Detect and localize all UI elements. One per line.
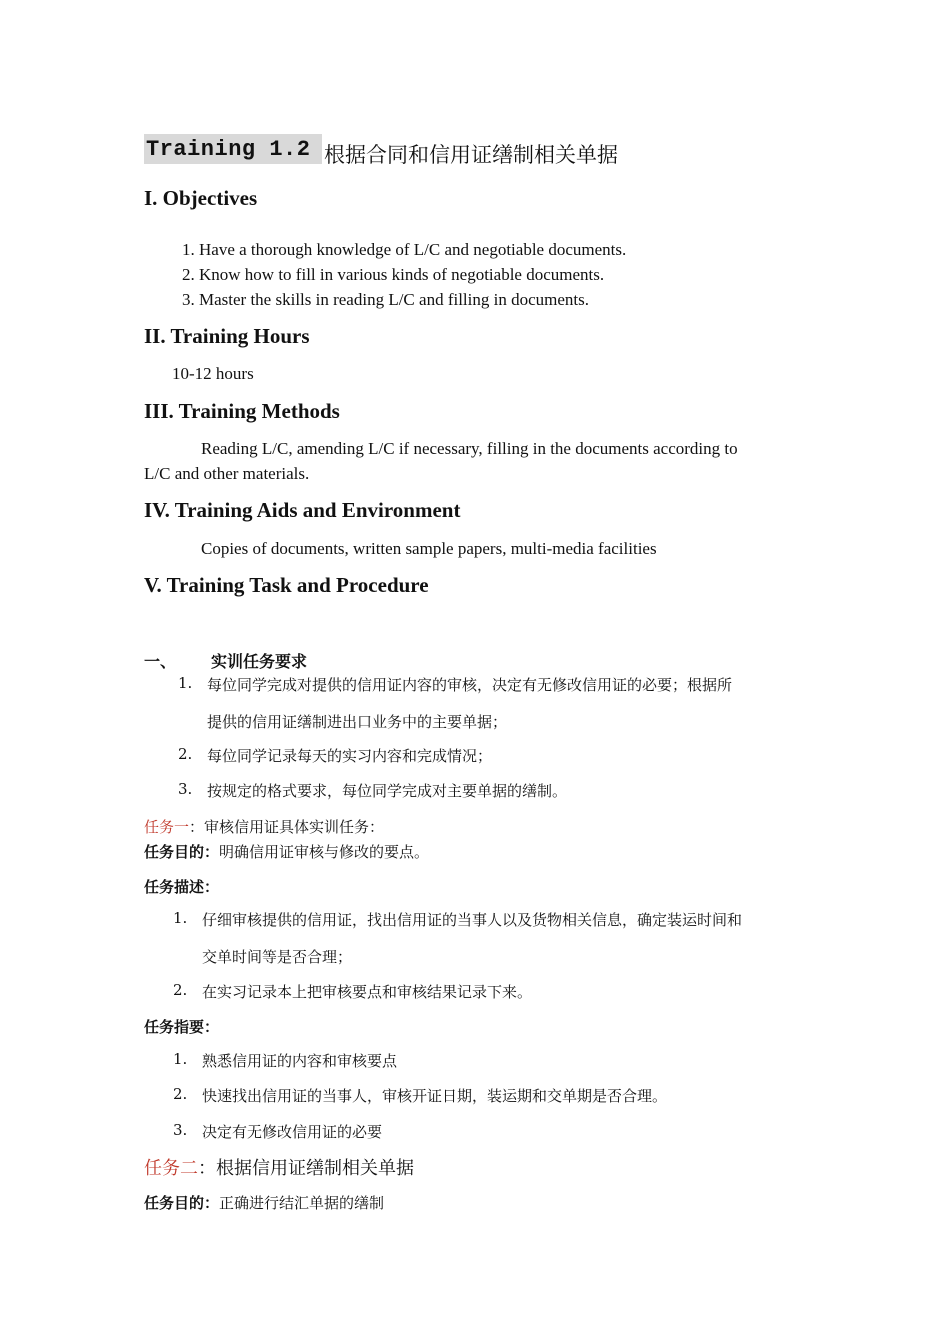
task-heading: V. Training Task and Procedure <box>144 573 429 597</box>
part1-item-text: 每位同学完成对提供的信用证内容的审核，决定有无修改信用证的必要；根据所 <box>207 676 733 694</box>
hours-text: 10-12 hours <box>172 364 254 383</box>
task2-goal: 正确进行结汇单据的缮制 <box>219 1194 385 1212</box>
training-code: Training 1.2 <box>146 137 311 162</box>
objective-item: 1. Have a thorough knowledge of L/C and negotiable documents. <box>182 240 627 259</box>
methods-line-2: L/C and other materials. <box>144 464 310 483</box>
task1-desc-num: 1. <box>173 909 188 927</box>
task1-label: 任务一 <box>144 818 190 836</box>
objectives-heading: I. Objectives <box>144 186 258 210</box>
part1-item-num: 1. <box>178 674 193 692</box>
part1-item-num: 2. <box>178 745 193 763</box>
task1-guide-num: 2. <box>173 1085 188 1103</box>
task1-goal: 明确信用证审核与修改的要点。 <box>219 843 430 861</box>
task2-goal-label: 任务目的： <box>144 1194 220 1212</box>
task1-desc-text: 仔细审核提供的信用证，找出信用证的当事人以及货物相关信息，确定装运时间和 <box>202 911 743 929</box>
part1-item-text: 提供的信用证缮制进出口业务中的主要单据； <box>207 713 508 731</box>
task1-guide-num: 1. <box>173 1050 188 1068</box>
objective-item: 2. Know how to fill in various kinds of negotiable documents. <box>182 265 605 284</box>
part1-number: 一、 <box>144 652 177 671</box>
part1-item-text: 每位同学记录每天的实习内容和完成情况； <box>207 747 493 765</box>
task1-guide-num: 3. <box>173 1121 188 1139</box>
task1-desc-text: 交单时间等是否合理； <box>202 948 353 966</box>
methods-line-1: Reading L/C, amending L/C if necessary, filling in the documents according to <box>201 439 738 458</box>
task1-guide-text: 决定有无修改信用证的必要 <box>202 1123 383 1141</box>
task1-desc-label: 任务描述： <box>144 878 220 896</box>
methods-heading: III. Training Methods <box>144 399 340 423</box>
part1-heading: 实训任务要求 <box>211 652 308 671</box>
task1-guide-label: 任务指要： <box>144 1018 220 1036</box>
task1-desc-num: 2. <box>173 981 188 999</box>
task2-title: ：根据信用证缮制相关单据 <box>198 1158 414 1179</box>
task1-desc-text: 在实习记录本上把审核要点和审核结果记录下来。 <box>202 983 533 1001</box>
aids-heading: IV. Training Aids and Environment <box>144 498 461 522</box>
aids-text: Copies of documents, written sample papers, multi-media facilities <box>201 539 657 558</box>
part1-item-num: 3. <box>178 780 193 798</box>
task1-title: ：审核信用证具体实训任务： <box>189 818 385 836</box>
hours-heading: II. Training Hours <box>144 324 310 348</box>
training-title-cn: 根据合同和信用证缮制相关单据 <box>324 143 618 167</box>
task1-guide-text: 快速找出信用证的当事人，审核开证日期，装运期和交单期是否合理。 <box>202 1087 668 1105</box>
part1-item-text: 按规定的格式要求，每位同学完成对主要单据的缮制。 <box>207 782 568 800</box>
objective-item: 3. Master the skills in reading L/C and filling in documents. <box>182 290 589 309</box>
task2-label: 任务二 <box>144 1158 198 1179</box>
task1-guide-text: 熟悉信用证的内容和审核要点 <box>202 1052 398 1070</box>
task1-goal-label: 任务目的： <box>144 843 220 861</box>
